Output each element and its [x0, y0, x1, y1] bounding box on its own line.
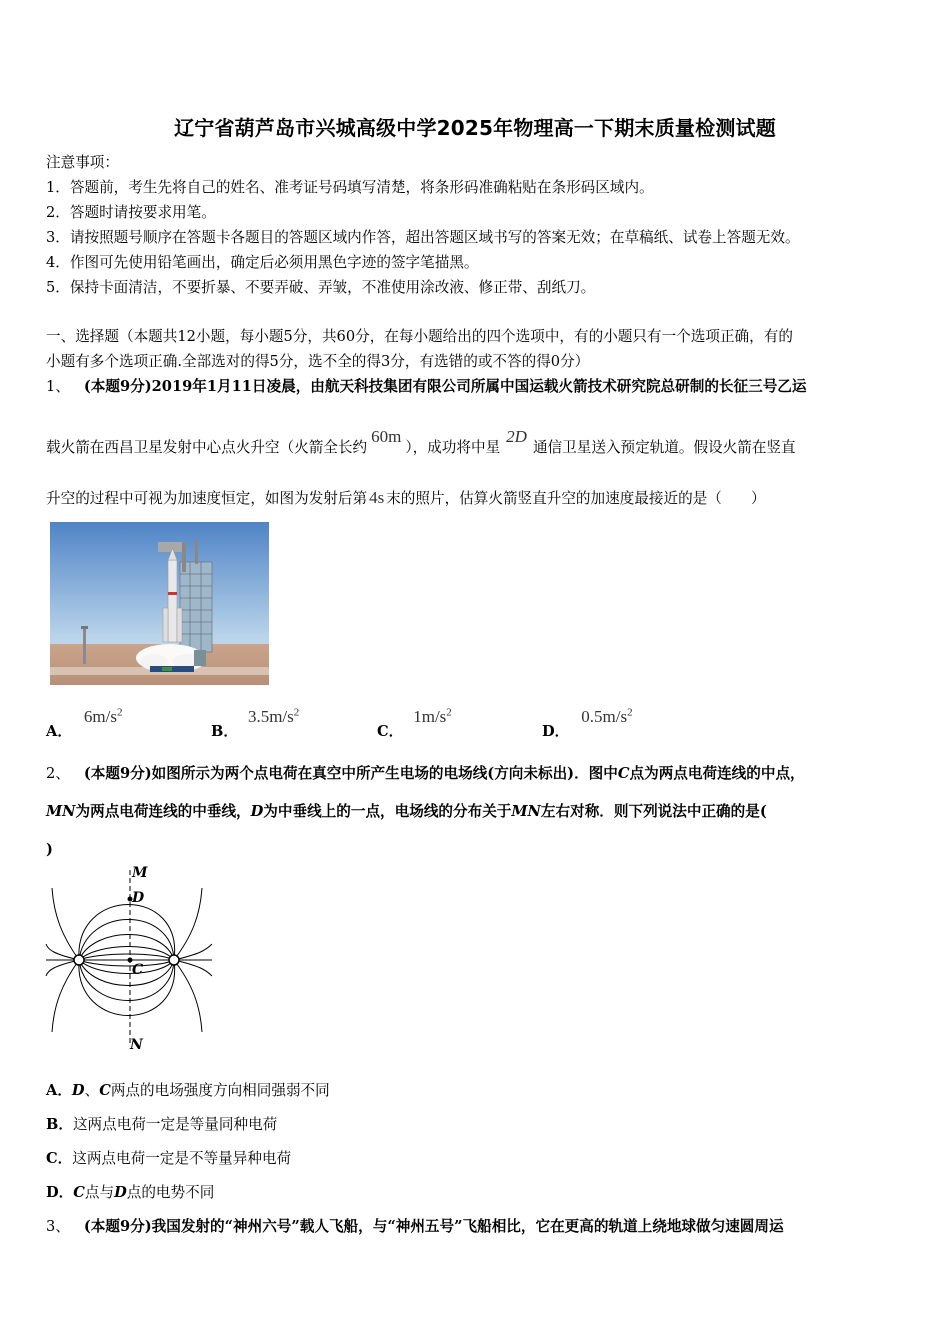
electric-field-diagram: [44, 866, 216, 1056]
option-label: A．: [46, 1082, 72, 1099]
q1-text-2a: 载火箭在西昌卫星发射中心点火升空（火箭全长约: [46, 439, 368, 456]
notice-heading: 注意事项：: [46, 154, 119, 171]
q1-text-2b: ），成功将中星: [405, 439, 501, 456]
option-label: D．: [46, 1184, 74, 1201]
q2-option-a[interactable]: [46, 1082, 330, 1100]
label-n: N: [130, 1037, 143, 1053]
q2-text-1b: 点为两点电荷连线的中点，: [629, 765, 805, 782]
rocket-launch-photo: [50, 522, 269, 685]
q2-line-mn-2: MN: [511, 803, 541, 820]
label-d: D: [132, 890, 145, 906]
q1-option-d[interactable]: [542, 706, 633, 740]
option-text: 两点的电场强度方向相同强弱不同: [110, 1082, 330, 1099]
q2-text-2b: 为中垂线上的一点，电场线的分布关于: [263, 803, 512, 820]
q2-number: 2、: [46, 765, 70, 782]
q1-text-3b: 末的照片，估算火箭竖直升空的加速度最接近的是（ ）: [386, 490, 766, 507]
q1-text-2c: 通信卫星送入预定轨道。假设火箭在竖直: [532, 439, 796, 456]
q2-text-2c: 左右对称．则下列说法中正确的是(: [540, 803, 767, 820]
q2-text-2a: 为两点电荷连线的中垂线，: [75, 803, 251, 820]
option-exponent: 2: [627, 706, 633, 719]
section-line-1: 一、选择题（本题共12小题，每小题5分，共60分，在每小题给出的四个选项中，有的小题只有一个选项正确，有的: [46, 328, 793, 345]
q1-math-sat: 2D: [506, 427, 527, 446]
notice-item-5: 5．保持卡面清洁，不要折暴、不要弄破、弄皱，不准使用涂改液、修正带、刮纸刀。: [46, 279, 596, 296]
label-c: C: [132, 962, 144, 978]
option-point-1: C: [73, 1184, 85, 1201]
q2-option-c[interactable]: [46, 1150, 291, 1168]
option-value: 6m/s: [83, 707, 117, 726]
option-mid: 、: [84, 1082, 100, 1099]
option-label: D．: [542, 723, 570, 740]
option-label: B．: [211, 723, 238, 740]
option-exponent: 2: [293, 706, 300, 719]
notice-item-1: 1．答题前，考生先将自己的姓名、准考证号码填写清楚，将条形码准确粘贴在条形码区域内。: [46, 179, 654, 196]
option-value: 1m/s: [413, 707, 447, 726]
q1-math-length: 60m: [371, 427, 402, 446]
q3-number: 3、: [46, 1218, 70, 1235]
q3-line-1: [46, 1218, 784, 1236]
option-label: A．: [46, 723, 72, 740]
option-label: C．: [377, 723, 404, 740]
q3-text-1: 我国发射的“神州六号”载人飞船，与“神州五号”飞船相比，它在更高的轨道上绕地球做匀速圆周运: [151, 1218, 784, 1235]
q1-points: (本题9分): [83, 378, 152, 395]
option-exponent: 2: [116, 706, 123, 719]
option-value: 0.5m/s: [581, 707, 628, 726]
q1-text-3a: 升空的过程中可视为加速度恒定，如图为发射后第: [46, 490, 368, 507]
q1-line-1: [46, 378, 806, 396]
notice-item-2: 2．答题时请按要求用笔。: [46, 204, 216, 221]
q2-option-b[interactable]: [46, 1116, 277, 1134]
option-label: C．: [46, 1150, 73, 1167]
q2-point-d: D: [250, 803, 264, 820]
option-point-2: C: [99, 1082, 111, 1099]
option-mid: 点与: [84, 1184, 115, 1201]
q1-number: 1、: [46, 378, 70, 395]
section-line-2: 小题有多个选项正确.全部选对的得5分，选不全的得3分，有选错的或不答的得0分）: [46, 353, 590, 370]
notice-item-4: 4．作图可先使用铅笔画出，确定后必须用黑色字迹的签字笔描黑。: [46, 254, 479, 271]
option-label: B．: [46, 1116, 73, 1133]
q1-option-b[interactable]: [211, 706, 300, 740]
q2-line-2: [46, 803, 767, 821]
page-title: 辽宁省葫芦岛市兴城高级中学2025年物理高一下期末质量检测试题: [174, 116, 776, 140]
option-text: 点的电势不同: [126, 1184, 215, 1201]
notice-item-3: 3．请按照题号顺序在答题卡各题目的答题区域内作答，超出答题区域书写的答案无效；在草稿纸、试卷上答题无效。: [46, 229, 800, 246]
q1-text-1: 2019年1月11日凌晨，由航天科技集团有限公司所属中国运载火箭技术研究院总研制的长征三号乙运: [151, 378, 807, 395]
option-text: 这两点电荷一定是不等量异种电荷: [72, 1150, 292, 1167]
option-value: 3.5m/s: [247, 707, 294, 726]
q2-point-c: C: [617, 765, 630, 782]
q1-option-a[interactable]: [46, 706, 123, 740]
q1-line-3: [46, 489, 766, 508]
option-exponent: 2: [446, 706, 452, 719]
label-m: M: [132, 865, 148, 881]
q2-line-1: [46, 765, 805, 783]
q3-points: (本题9分): [83, 1218, 152, 1235]
q2-points: (本题9分): [83, 765, 152, 782]
q2-line-3: ): [46, 841, 53, 858]
option-point-1: D: [71, 1082, 85, 1099]
q2-option-d[interactable]: [46, 1184, 214, 1202]
q1-line-2: [46, 427, 796, 457]
q1-option-c[interactable]: [377, 706, 452, 740]
option-text: 这两点电荷一定是等量同种电荷: [72, 1116, 278, 1133]
option-point-2: D: [114, 1184, 127, 1201]
q1-math-time: 4s: [369, 488, 385, 507]
q2-line-mn: MN: [46, 803, 76, 820]
q2-text-1a: 如图所示为两个点电荷在真空中所产生电场的电场线(方向未标出)．图中: [151, 765, 618, 782]
